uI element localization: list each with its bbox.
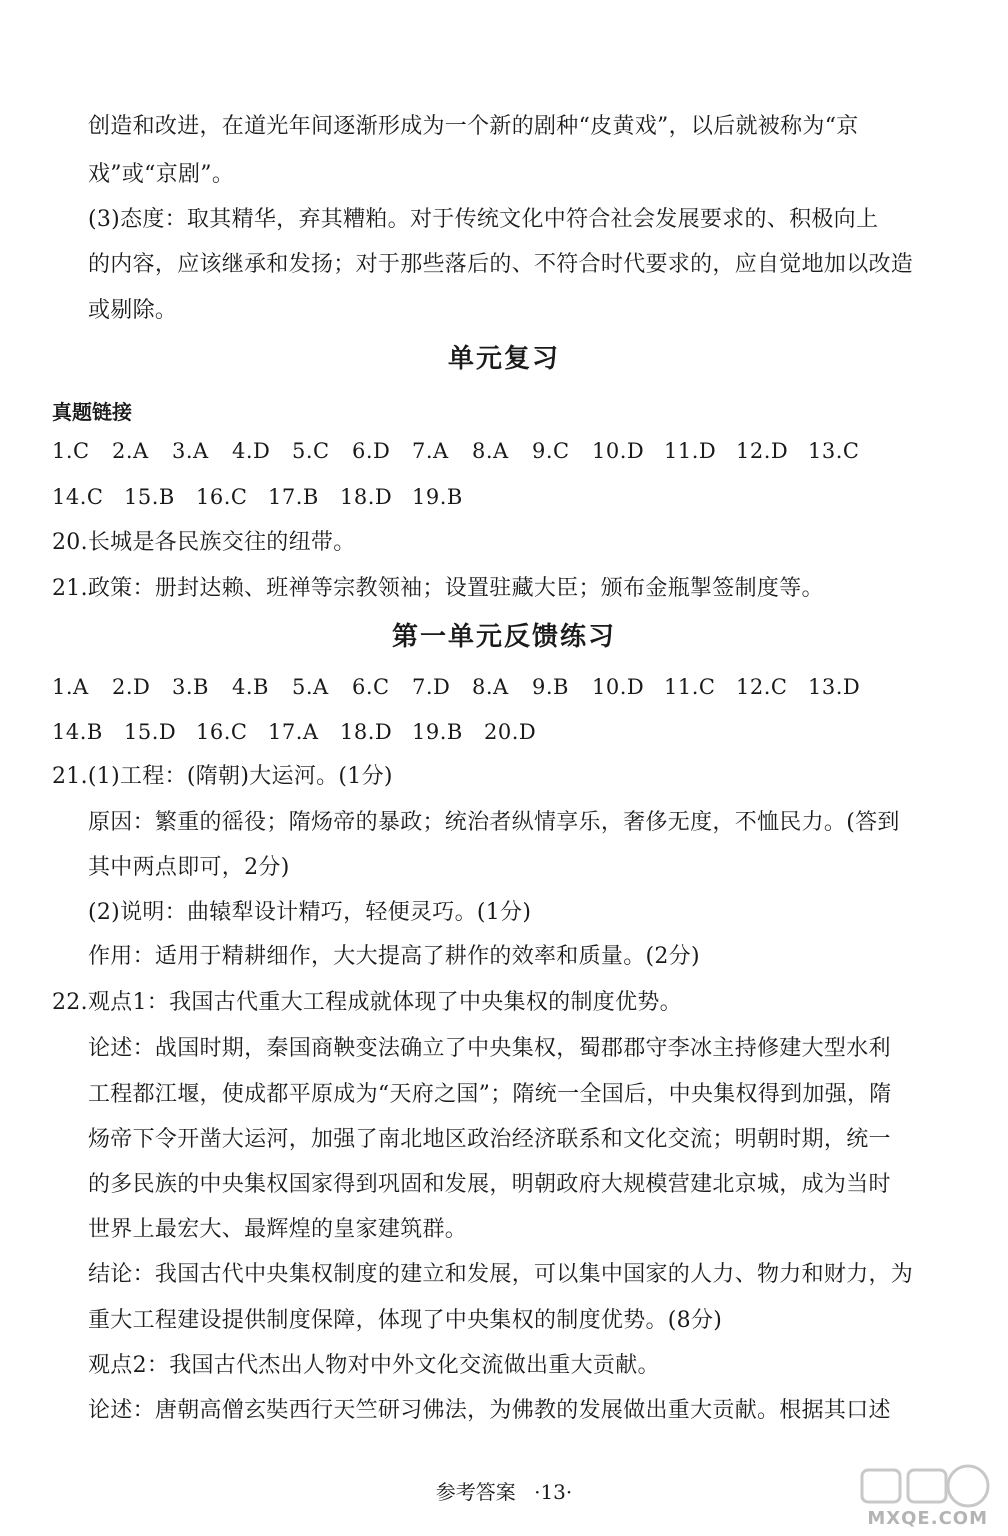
answer-item: 12.C	[736, 675, 788, 699]
answer-item: 3.A	[172, 439, 209, 463]
answer-item: 4.D	[232, 439, 271, 463]
answer-item: 18.D	[340, 720, 393, 744]
answer-item: 19.B	[412, 720, 463, 744]
answer-item: 17.A	[268, 720, 319, 744]
answer-item: 5.C	[292, 439, 330, 463]
answer-item: 1.C	[52, 439, 90, 463]
answer-item: 4.B	[232, 675, 269, 699]
q22-line-9: 观点2：我国古代杰出人物对中外文化交流做出重大贡献。	[88, 1353, 660, 1378]
section-title-unit-review: 单元复习	[447, 344, 560, 374]
q21-line-1: 21.(1)工程：(隋朝)大运河。(1分)	[52, 764, 393, 789]
q21-line-2: 原因：繁重的徭役；隋炀帝的暴政；统治者纵情享乐，奢侈无度，不恤民力。(答到	[88, 810, 900, 835]
intro-line-4: 的内容，应该继承和发扬；对于那些落后的、不符合时代要求的，应自觉地加以改造	[88, 252, 914, 277]
answer-item: 11.C	[664, 675, 716, 699]
answer-item: 8.A	[472, 439, 509, 463]
answer-item: 2.D	[112, 675, 151, 699]
answer-item: 15.B	[124, 485, 175, 509]
answer-item: 7.A	[412, 439, 449, 463]
q22-line-4: 炀帝下令开凿大运河，加强了南北地区政治经济联系和文化交流；明朝时期，统一	[88, 1127, 891, 1152]
answer-item: 16.C	[196, 720, 248, 744]
answer-item: 8.A	[472, 675, 509, 699]
page-number: ·13·	[534, 1480, 573, 1504]
intro-line-3: (3)态度：取其精华，弃其糟粕。对于传统文化中符合社会发展要求的、积极向上	[88, 207, 879, 232]
q21-line-3: 其中两点即可，2分)	[88, 855, 290, 880]
answer-item: 9.C	[532, 439, 570, 463]
answer-item: 1.A	[52, 675, 89, 699]
q22-line-8: 重大工程建设提供制度保障，体现了中央集权的制度优势。(8分)	[88, 1308, 723, 1333]
answer-item: 2.A	[112, 439, 149, 463]
q21-line-4: (2)说明：曲辕犁设计精巧，轻便灵巧。(1分)	[88, 900, 532, 925]
answer-item: 13.D	[808, 675, 861, 699]
answer-item: 19.B	[412, 485, 463, 509]
section-title-unit-one-feedback: 第一单元反馈练习	[391, 622, 616, 652]
answer-item: 3.B	[172, 675, 209, 699]
answer-item: 20.D	[484, 720, 537, 744]
q22-line-6: 世界上最宏大、最辉煌的皇家建筑群。	[88, 1217, 468, 1242]
watermark-text: MXQE.COM	[867, 1508, 988, 1529]
answer-item: 14.C	[52, 485, 104, 509]
answer-item: 12.D	[736, 439, 789, 463]
q22-line-7: 结论：我国古代中央集权制度的建立和发展，可以集中国家的人力、物力和财力，为	[88, 1262, 914, 1287]
answer-item: 10.D	[592, 675, 645, 699]
answer-item: 15.D	[124, 720, 177, 744]
subsection-title: 真题链接	[52, 400, 132, 424]
q22-line-5: 的多民族的中央集权国家得到巩固和发展，明朝政府大规模营建北京城，成为当时	[88, 1172, 891, 1197]
q22-line-1: 22.观点1：我国古代重大工程成就体现了中央集权的制度优势。	[52, 990, 682, 1015]
intro-line-5: 或剔除。	[88, 298, 178, 323]
footer-label: 参考答案	[435, 1480, 516, 1504]
answer-item: 17.B	[268, 485, 319, 509]
answer-item: 7.D	[412, 675, 451, 699]
answer-item: 16.C	[196, 485, 248, 509]
answer-item: 14.B	[52, 720, 103, 744]
answer-item: 11.D	[664, 439, 717, 463]
answer-item: 13.C	[808, 439, 860, 463]
answer-item: 6.C	[352, 675, 390, 699]
answer-item: 6.D	[352, 439, 391, 463]
q22-line-10: 论述：唐朝高僧玄奘西行天竺研习佛法，为佛教的发展做出重大贡献。根据其口述	[88, 1398, 891, 1423]
intro-line-1: 创造和改进，在道光年间逐渐形成为一个新的剧种“皮黄戏”，以后就被称为“京	[88, 114, 859, 139]
intro-line-2: 戏”或“京剧”。	[88, 162, 235, 187]
answer-q21: 21.政策：册封达赖、班禅等宗教领袖；设置驻藏大臣；颁布金瓶掣签制度等。	[52, 576, 824, 601]
q22-line-2: 论述：战国时期，秦国商鞅变法确立了中央集权，蜀郡郡守李冰主持修建大型水利	[88, 1036, 891, 1061]
answer-item: 10.D	[592, 439, 645, 463]
q22-line-3: 工程都江堰，使成都平原成为“天府之国”；隋统一全国后，中央集权得到加强，隋	[88, 1082, 892, 1107]
q21-line-5: 作用：适用于精耕细作，大大提高了耕作的效率和质量。(2分)	[88, 944, 700, 969]
answer-item: 18.D	[340, 485, 393, 509]
answer-item: 5.A	[292, 675, 329, 699]
answer-item: 9.B	[532, 675, 569, 699]
answer-q20: 20.长城是各民族交往的纽带。	[52, 530, 356, 555]
